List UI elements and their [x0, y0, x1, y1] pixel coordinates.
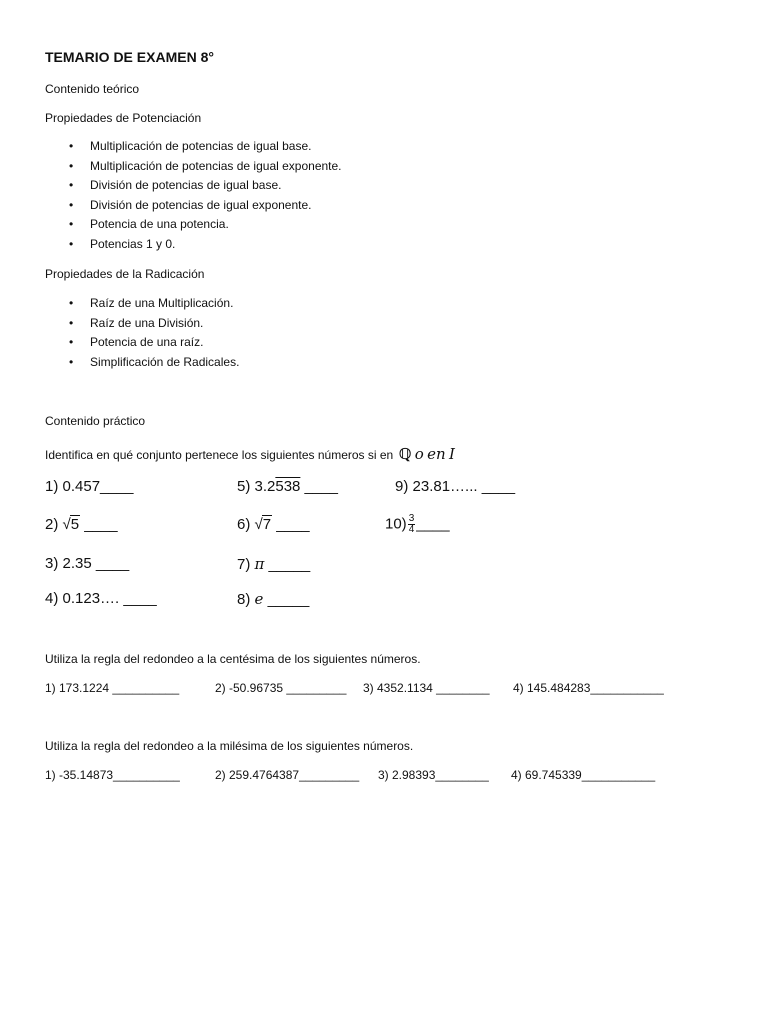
number-label: 10): [385, 515, 407, 533]
list-item: • División de potencias de igual base.: [45, 176, 342, 196]
number-label: 2): [45, 516, 63, 533]
number-label: 8): [237, 591, 255, 608]
answer-blank: ____: [100, 478, 134, 495]
hundredth-item-2: 2) -50.96735 _________: [215, 681, 347, 695]
identify-instruction: [45, 445, 455, 463]
thousandth-instruction: Utiliza la regla del redondeo a la milésima de los siguientes números.: [45, 739, 414, 753]
list-item: • Potencia de una potencia.: [45, 215, 342, 235]
list-item: • Raíz de una Multiplicación.: [45, 294, 239, 314]
square-root: √5: [62, 516, 80, 533]
number-item-1: [45, 478, 133, 495]
number-label: 6): [237, 516, 255, 533]
answer-blank: ____: [300, 478, 338, 495]
list-item: • División de potencias de igual exponente.: [45, 196, 342, 216]
set-connector-o: o: [414, 445, 424, 463]
number-item-4: [45, 590, 157, 607]
square-root: √7: [254, 516, 272, 533]
thousandth-item-3: 3) 2.98393________: [378, 768, 489, 782]
list-item: • Multiplicación de potencias de igual base.: [45, 137, 342, 157]
answer-blank: _____: [263, 591, 310, 608]
number-item-7: [237, 555, 310, 573]
theory-heading: Contenido teórico: [45, 82, 140, 96]
number-item-8: [237, 590, 309, 608]
powers-list: [45, 137, 342, 255]
number-item-9: [395, 478, 515, 495]
roots-heading: Propiedades de la Radicación: [45, 267, 205, 281]
fraction: [408, 514, 416, 535]
pi-symbol: π: [254, 555, 265, 573]
denominator: 4: [408, 524, 415, 535]
thousandth-item-1: 1) -35.14873__________: [45, 768, 180, 782]
roots-list: [45, 294, 239, 372]
rationals-symbol: ℚ: [398, 445, 412, 463]
thousandth-item-2: 2) 259.4764387_________: [215, 768, 360, 782]
number-item-2: [45, 516, 118, 533]
list-item: • Raíz de una División.: [45, 314, 239, 334]
number-label: 4) 0.123….: [45, 590, 120, 607]
answer-blank: ____: [477, 478, 516, 495]
answer-blank: ____: [119, 590, 157, 607]
number-label: 7): [237, 556, 255, 573]
list-item: • Potencias 1 y 0.: [45, 235, 342, 255]
page-title: TEMARIO DE EXAMEN 8°: [45, 49, 214, 65]
list-item: • Multiplicación de potencias de igual exponente.: [45, 157, 342, 177]
number-label: 1) 0.457: [45, 478, 101, 495]
hundredth-item-1: 1) 173.1224 __________: [45, 681, 180, 695]
answer-blank: ____: [416, 515, 450, 533]
list-item: • Potencia de una raíz.: [45, 333, 239, 353]
answer-blank: _____: [264, 556, 311, 573]
answer-blank: ____: [80, 516, 118, 533]
set-connector-en: en: [427, 445, 446, 463]
number-item-3: [45, 555, 129, 572]
practice-heading: Contenido práctico: [45, 414, 146, 428]
hundredth-item-4: 4) 145.484283___________: [513, 681, 664, 695]
list-item: • Simplificación de Radicales.: [45, 353, 239, 373]
powers-heading: Propiedades de Potenciación: [45, 111, 202, 125]
number-label: 3) 2.35: [45, 555, 92, 572]
repeating-digits: 538: [275, 478, 301, 495]
number-label: 5) 3.2: [237, 478, 276, 495]
radicand: 5: [70, 516, 80, 533]
hundredth-instruction: Utiliza la regla del redondeo a la centésima de los siguientes números.: [45, 652, 421, 666]
numerator: 3: [408, 513, 415, 524]
e-symbol: e: [254, 590, 264, 608]
irrationals-symbol: I: [448, 445, 455, 463]
thousandth-item-4: 4) 69.745339___________: [511, 768, 656, 782]
radicand: 7: [262, 516, 272, 533]
number-label: 9) 23.81…...: [395, 478, 478, 495]
answer-blank: ____: [272, 516, 310, 533]
hundredth-item-3: 3) 4352.1134 ________: [363, 681, 490, 695]
number-item-5: [237, 478, 338, 495]
number-item-10: [385, 514, 450, 535]
answer-blank: ____: [91, 555, 130, 572]
number-item-6: [237, 516, 310, 533]
identify-instruction-text: Identifica en qué conjunto pertenece los siguientes números si en: [45, 448, 394, 462]
